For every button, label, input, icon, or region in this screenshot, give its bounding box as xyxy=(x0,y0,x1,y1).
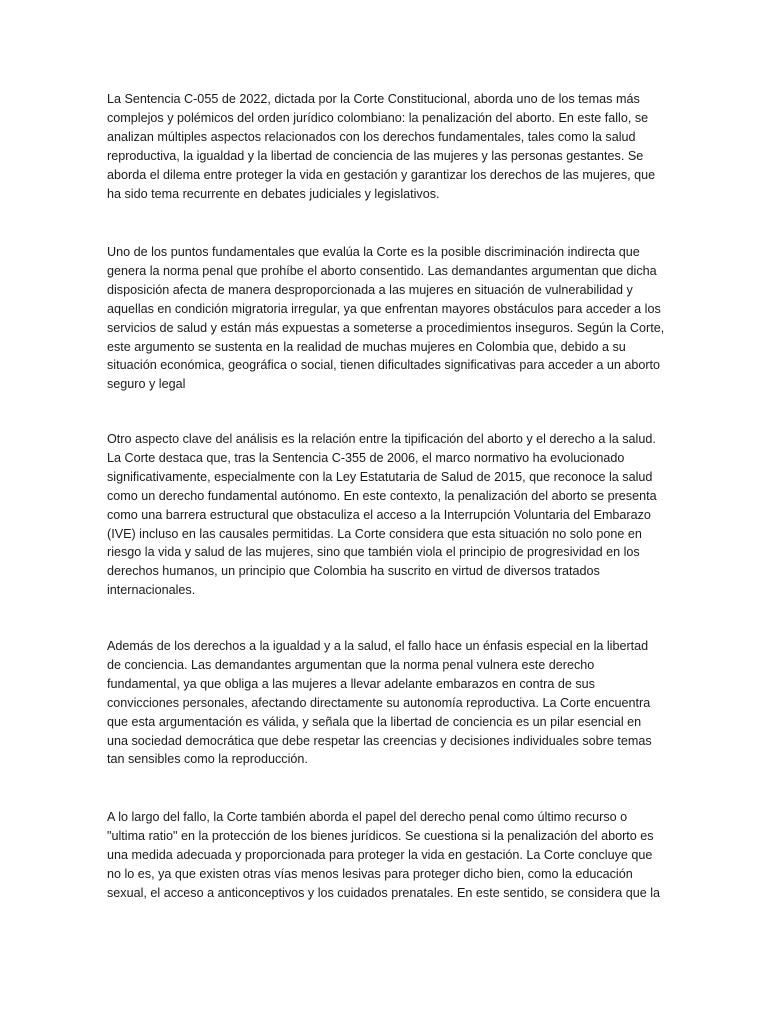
paragraph-3: Otro aspecto clave del análisis es la relación entre la tipificación del aborto y el derecho a la salud. La Corte destaca que, tras la Sentencia C-355 de 2006, el marco normativo ha evolucionado significativamente, especialmente con la Ley Estatutaria de Salud de 2015, que reconoce la salud como un derecho fundamental autónomo. En este contexto, la penalización del aborto se presenta como una barrera estructural que obstaculiza el acceso a la Interrupción Voluntaria del Embarazo (IVE) incluso en las causales permitidas. La Corte considera que esta situación no solo pone en riesgo la vida y salud de las mujeres, sino que también viola el principio de progresividad en los derechos humanos, un principio que Colombia ha suscrito en virtud de diversos tratados internacionales. xyxy=(107,432,657,598)
paragraph-2: Uno de los puntos fundamentales que evalúa la Corte es la posible discriminación indirecta que genera la norma penal que prohíbe el aborto consentido. Las demandantes argumentan que dicha disposición afecta de manera desproporcionada a las mujeres en situación de vulnerabilidad y aquellas en condición migratoria irregular, ya que enfrentan mayores obstáculos para acceder a los servicios de salud y están más expuestas a someterse a procedimientos inseguros. Según la Corte, este argumento se sustenta en la realidad de muchas mujeres en Colombia que, debido a su situación económica, geográfica o social, tienen dificultades significativas para acceder a un aborto seguro y legal xyxy=(107,245,665,392)
paragraph-1: La Sentencia C-055 de 2022, dictada por la Corte Constitucional, aborda uno de los temas más complejos y polémicos del orden jurídico colombiano: la penalización del aborto. En este fallo, se analizan múltiples aspectos relacionados con los derechos fundamentales, tales como la salud reproductiva, la igualdad y la libertad de conciencia de las mujeres y las personas gestantes. Se aborda el dilema entre proteger la vida en gestación y garantizar los derechos de las mujeres, que ha sido tema recurrente en debates judiciales y legislativos. xyxy=(107,92,656,201)
paragraph-5: A lo largo del fallo, la Corte también aborda el papel del derecho penal como último recurso o "ultima ratio" en la protección de los bienes jurídicos. Se cuestiona si la penalización del aborto es una medida adecuada y proporcionada para proteger la vida en gestación. La Corte concluye que no lo es, ya que existen otras vías menos lesivas para proteger dicho bien, como la educación sexual, el acceso a anticonceptivos y los cuidados prenatales. En este sentido, se considera que la xyxy=(107,810,661,900)
paragraph-4: Además de los derechos a la igualdad y a la salud, el fallo hace un énfasis especial en la libertad de conciencia. Las demandantes argumentan que la norma penal vulnera este derecho fundamental, ya que obliga a las mujeres a llevar adelante embarazos en contra de sus convicciones personales, afectando directamente su autonomía reproductiva. La Corte encuentra que esta argumentación es válida, y señala que la libertad de conciencia es un pilar esencial en una sociedad democrática que debe respetar las creencias y decisiones individuales sobre temas tan sensibles como la reproducción. xyxy=(107,639,652,767)
